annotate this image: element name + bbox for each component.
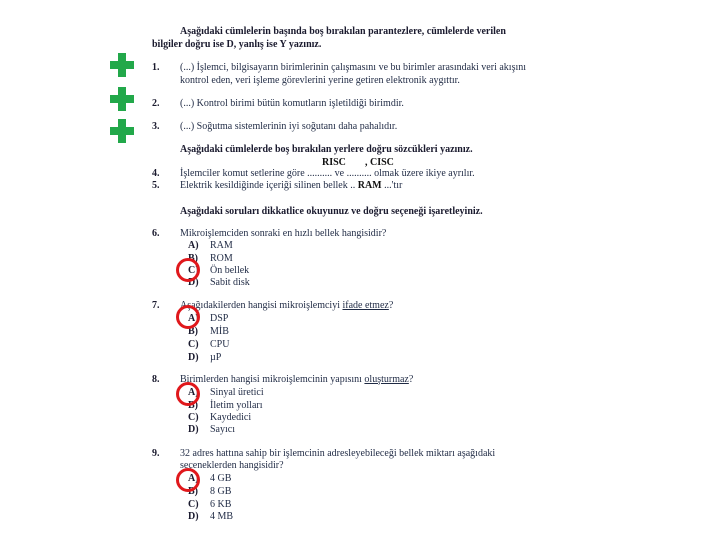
option-letter: B) (188, 253, 198, 264)
option-letter: C) (188, 412, 199, 423)
question-text: 32 adres hattına sahip bir işlemcinin adresleyebileceği bellek miktarı aşağıdaki (180, 448, 496, 459)
fill-in-text (180, 180, 402, 191)
option-text: 6 KB (210, 499, 232, 510)
fill-in-text-before: Elektrik kesildiğinde içeriği silinen bellek .. (180, 180, 358, 191)
question-text-emphasis: ifade etmez (342, 300, 389, 311)
option-text: 4 GB (210, 473, 232, 484)
question-number: 1. (152, 62, 160, 73)
option-text: 8 GB (210, 486, 232, 497)
correct-plus-icon (110, 119, 134, 143)
option-text: ROM (210, 253, 233, 264)
question-text (180, 374, 413, 385)
option-text: İletim yolları (210, 400, 263, 411)
option-letter: A) (188, 240, 199, 251)
question-number: 2. (152, 98, 160, 109)
option-letter: A) (188, 313, 199, 324)
option-text: Sayıcı (210, 424, 235, 435)
option-letter: C) (188, 499, 199, 510)
option-text: Kaydedici (210, 412, 252, 423)
answer-circle-mark (176, 468, 200, 492)
handwritten-answer-risc: RISC (322, 157, 346, 168)
option-letter: D) (188, 424, 199, 435)
question-number: 3. (152, 121, 160, 132)
question-number: 8. (152, 374, 160, 385)
option-text: 4 MB (210, 511, 234, 522)
question-number: 9. (152, 448, 160, 459)
fill-in-text: İşlemciler komut setlerine göre .......... ve .......... olmak üzere ikiye ayrılır. (180, 168, 475, 179)
question-number: 6. (152, 228, 160, 239)
option-letter: B) (188, 400, 198, 411)
option-letter: B) (188, 486, 198, 497)
option-letter: C) (188, 339, 199, 350)
option-letter: D) (188, 277, 199, 288)
option-letter: A) (188, 387, 199, 398)
correct-plus-icon (110, 53, 134, 77)
option-text: MİB (210, 326, 229, 337)
option-text: Ön bellek (210, 265, 250, 276)
option-text: µP (210, 352, 222, 363)
question-text-post: ? (408, 374, 414, 385)
question-text-cont: seçeneklerden hangisidir? (180, 460, 284, 471)
option-letter: D) (188, 511, 199, 522)
question-number: 4. (152, 168, 160, 179)
option-letter: C) (188, 265, 199, 276)
section1-instruction-cont: bilgiler doğru ise D, yanlış ise Y yazınız. (152, 39, 322, 50)
statement-text: (...) Kontrol birimi bütün komutların işletildiği birimdir. (180, 98, 404, 109)
answer-circle-mark (176, 382, 200, 406)
correct-plus-icon (110, 87, 134, 111)
question-text-pre: Birimlerden hangisi mikroişlemcinin yapısını (180, 374, 365, 385)
answer-circle-mark (176, 305, 200, 329)
handwritten-answer-ram: RAM (357, 180, 382, 191)
statement-text: (...) Soğutma sistemlerinin iyi soğutanı daha pahalıdır. (180, 121, 398, 132)
question-text-emphasis: oluşturmaz (364, 374, 409, 385)
section1-instruction: Aşağıdaki cümlelerin başında boş bırakılan parantezlere, cümlelerde verilen (180, 26, 506, 37)
question-number: 7. (152, 300, 160, 311)
option-text: DSP (210, 313, 229, 324)
option-text: CPU (210, 339, 230, 350)
section2-instruction: Aşağıdaki cümlelerde boş bırakılan yerlere doğru sözcükleri yazınız. (180, 144, 473, 155)
statement-text-cont: kontrol eden, veri işleme görevlerini yerine getiren elektronik aygıttır. (180, 75, 460, 86)
question-number: 5. (152, 180, 160, 191)
answer-circle-mark (176, 258, 200, 282)
option-text: Sinyal üretici (210, 387, 264, 398)
section3-instruction: Aşağıdaki soruları dikkatlice okuyunuz ve doğru seçeneği işaretleyiniz. (180, 206, 483, 217)
question-text-pre: Aşağıdakilerden hangisi mikroişlemciyi (180, 300, 343, 311)
question-text (180, 300, 393, 311)
option-letter: A) (188, 473, 199, 484)
option-letter: D) (188, 352, 199, 363)
option-text: RAM (210, 240, 233, 251)
question-text: Mikroişlemciden sonraki en hızlı bellek hangisidir? (180, 228, 387, 239)
question-text-post: ? (388, 300, 394, 311)
handwritten-answer-cisc: , CISC (365, 157, 394, 168)
fill-in-text-after: ...'tır (381, 180, 403, 191)
option-text: Sabit disk (210, 277, 250, 288)
statement-text: (...) İşlemci, bilgisayarın birimlerinin çalışmasını ve bu birimler arasındaki veri akışını (180, 62, 527, 73)
option-letter: B) (188, 326, 198, 337)
